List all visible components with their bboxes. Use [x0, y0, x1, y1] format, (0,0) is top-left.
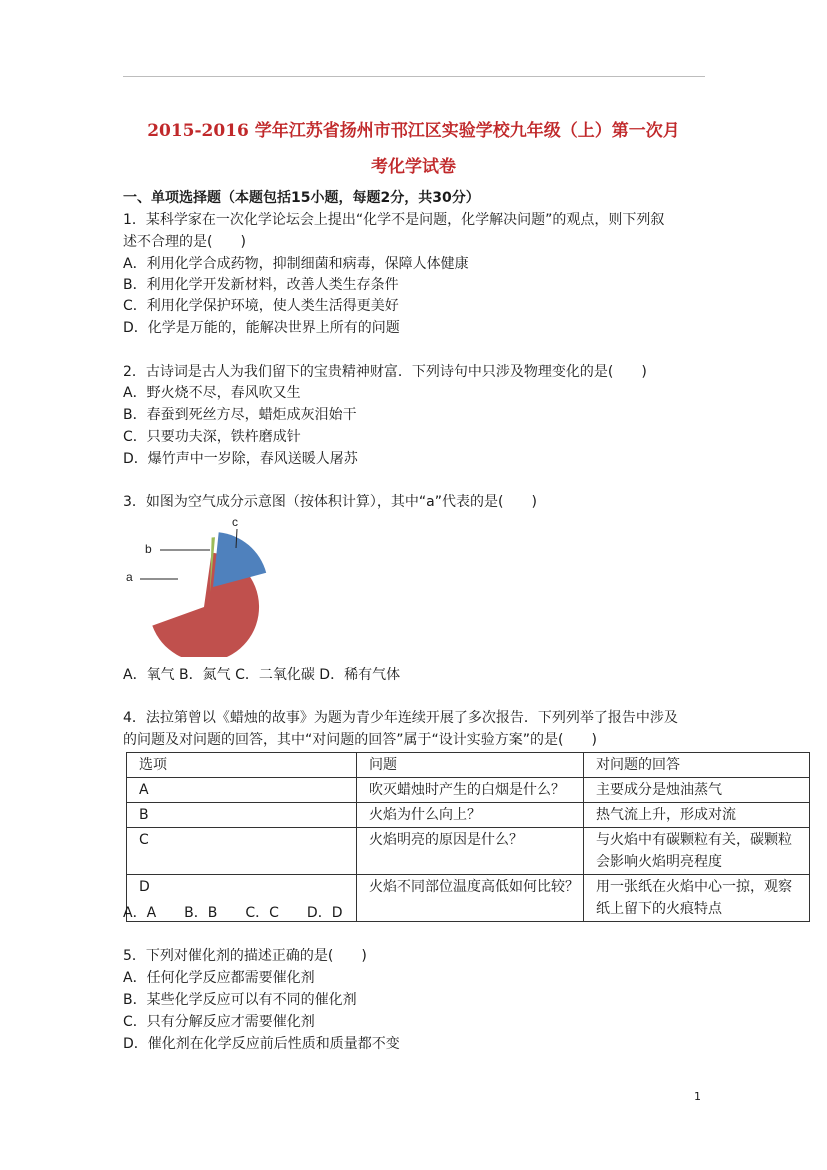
q4-stem-line2: 的问题及对问题的回答，其中“对问题的回答”属于“设计实验方案”的是( ): [123, 732, 597, 748]
table-cell: 吹灭蜡烛时产生的白烟是什么？: [357, 778, 584, 803]
q3-options: A．氧气 B．氮气 C．二氧化碳 D．稀有气体: [123, 667, 401, 683]
q1-option-b: B．利用化学开发新材料，改善人类生存条件: [123, 277, 399, 293]
header-rule: [123, 76, 705, 77]
table-cell: 用一张纸在火焰中心一掠，观察纸上留下的火痕特点: [584, 875, 810, 922]
table-row: [127, 803, 810, 828]
exam-title-line1: 2015-2016 学年江苏省扬州市邗江区实验学校九年级（上）第一次月: [147, 121, 680, 141]
q1-stem-line1: 1．某科学家在一次化学论坛会上提出“化学不是问题，化学解决问题”的观点，则下列叙: [123, 212, 665, 228]
q1-option-a: A．利用化学合成药物，抑制细菌和病毒，保障人体健康: [123, 256, 469, 272]
table-cell: 火焰为什么向上？: [357, 803, 584, 828]
table-cell: D: [127, 875, 357, 922]
q1-option-c: C．利用化学保护环境，使人类生活得更美好: [123, 298, 399, 314]
q5-stem: 5．下列对催化剂的描述正确的是( ): [123, 948, 367, 964]
q1-stem-line2: 述不合理的是( ): [123, 234, 246, 250]
q5-option-b: B．某些化学反应可以有不同的催化剂: [123, 992, 357, 1008]
q4-stem-line1: 4．法拉第曾以《蜡烛的故事》为题为青少年连续开展了多次报告．下列列举了报告中涉及: [123, 710, 678, 726]
table-row: [127, 828, 810, 875]
q5-option-a: A．任何化学反应都需要催化剂: [123, 970, 315, 986]
table-cell: 与火焰中有碳颗粒有关，碳颗粒会影响火焰明亮程度: [584, 828, 810, 875]
table-header-row: [127, 753, 810, 778]
q2-option-b: B．春蚕到死丝方尽，蜡炬成灰泪始干: [123, 407, 357, 423]
air-composition-pie-chart: [120, 512, 280, 657]
table-cell: B: [127, 803, 357, 828]
pie-label-b: b: [145, 542, 152, 556]
pie-slice-c: [213, 532, 266, 587]
header-cell-question: 问题: [357, 753, 584, 778]
table-cell: 主要成分是烛油蒸气: [584, 778, 810, 803]
q2-option-d: D．爆竹声中一岁除，春风送暖人屠苏: [123, 451, 358, 467]
section-heading: 一、单项选择题（本题包括15小题，每题2分，共30分）: [123, 190, 480, 206]
q4-table: [126, 752, 810, 922]
table-cell: 火焰不同部位温度高低如何比较？: [357, 875, 584, 922]
q1-option-d: D．化学是万能的，能解决世界上所有的问题: [123, 320, 400, 336]
q5-option-c: C．只有分解反应才需要催化剂: [123, 1014, 315, 1030]
table-cell: 火焰明亮的原因是什么？: [357, 828, 584, 875]
q4-options: A．A B．B C．C D．D: [123, 905, 343, 921]
pie-label-a: a: [126, 570, 133, 584]
header-cell-option: 选项: [127, 753, 357, 778]
q3-stem: 3．如图为空气成分示意图（按体积计算），其中“a”代表的是( ): [123, 494, 537, 510]
table-cell: A: [127, 778, 357, 803]
table-cell: 热气流上升，形成对流: [584, 803, 810, 828]
q2-option-a: A．野火烧不尽，春风吹又生: [123, 385, 301, 401]
page-number: 1: [694, 1090, 701, 1103]
header-cell-answer: 对问题的回答: [584, 753, 810, 778]
q2-stem: 2．古诗词是古人为我们留下的宝贵精神财富．下列诗句中只涉及物理变化的是( ): [123, 364, 647, 380]
exam-title-line2: 考化学试卷: [371, 157, 456, 177]
table-cell: C: [127, 828, 357, 875]
q2-option-c: C．只要功夫深，铁杵磨成针: [123, 429, 301, 445]
table-row: [127, 778, 810, 803]
pie-label-c: c: [232, 515, 238, 529]
q5-option-d: D．催化剂在化学反应前后性质和质量都不变: [123, 1036, 400, 1052]
